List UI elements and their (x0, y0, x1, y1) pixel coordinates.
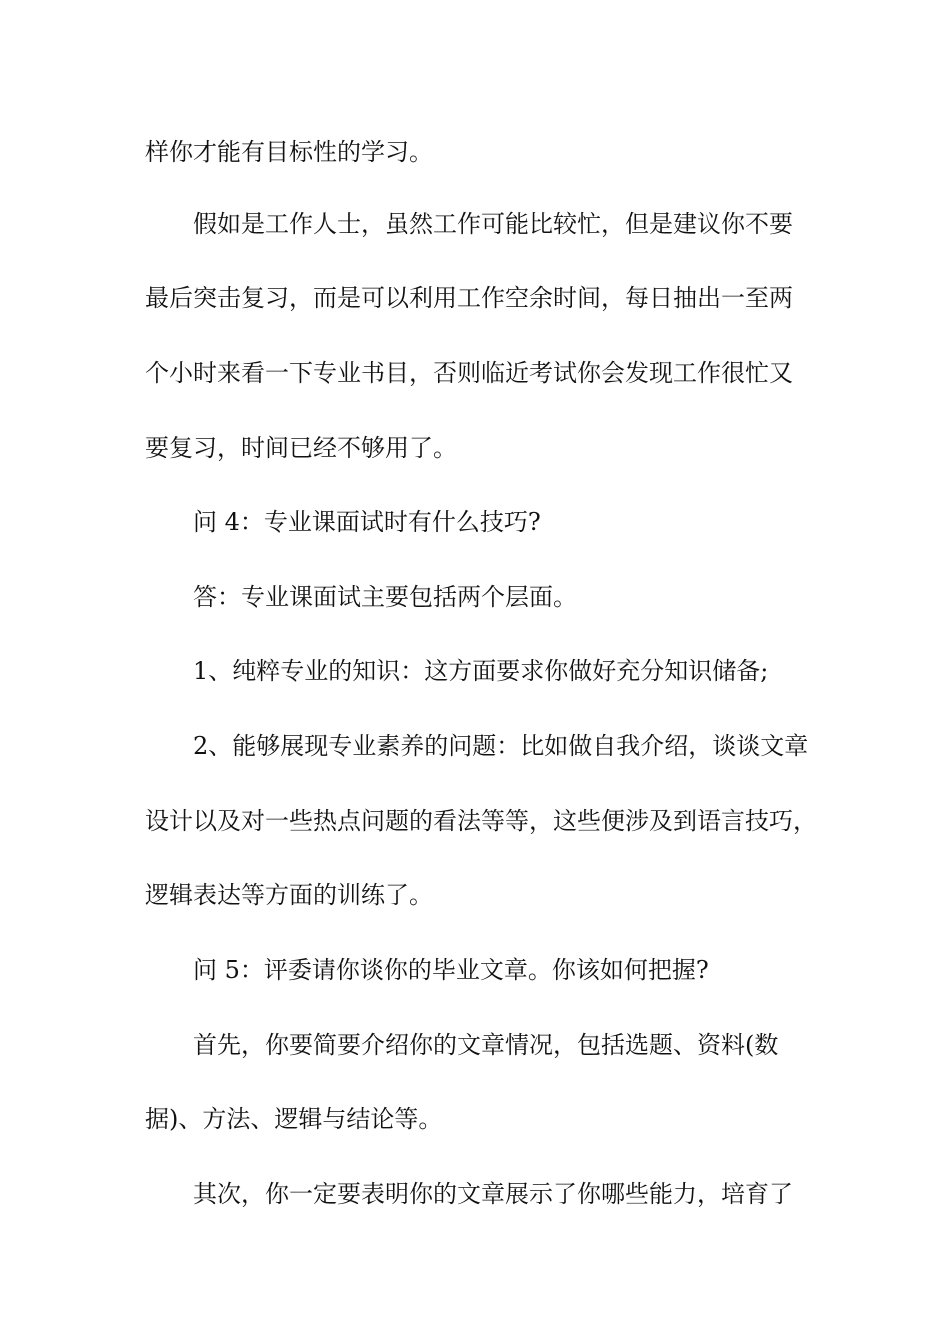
question-heading: 问 4：专业课面试时有什么技巧? (193, 508, 541, 536)
question-heading: 问 5：评委请你谈你的毕业文章。你该如何把握? (193, 956, 709, 984)
list-item: 1、纯粹专业的知识：这方面要求你做好充分知识储备; (193, 657, 769, 685)
paragraph-line: 假如是工作人士，虽然工作可能比较忙，但是建议你不要 (193, 210, 793, 238)
text-line: 设计以及对一些热点问题的看法等等，这些便涉及到语言技巧， (145, 807, 817, 835)
text-line: 个小时来看一下专业书目，否则临近考试你会发现工作很忙又 (145, 359, 793, 387)
paragraph-line: 首先，你要简要介绍你的文章情况，包括选题、资料(数 (193, 1031, 779, 1059)
text-line: 据)、方法、逻辑与结论等。 (145, 1105, 443, 1133)
text-line: 最后突击复习，而是可以利用工作空余时间，每日抽出一至两 (145, 284, 793, 312)
text-line: 样你才能有目标性的学习。 (145, 138, 433, 166)
list-item: 2、能够展现专业素养的问题：比如做自我介绍，谈谈文章 (193, 732, 809, 760)
text-line: 逻辑表达等方面的训练了。 (145, 881, 433, 909)
answer-line: 答：专业课面试主要包括两个层面。 (193, 583, 577, 611)
paragraph-line: 其次，你一定要表明你的文章展示了你哪些能力，培育了 (193, 1180, 793, 1208)
text-line: 要复习，时间已经不够用了。 (145, 434, 457, 462)
